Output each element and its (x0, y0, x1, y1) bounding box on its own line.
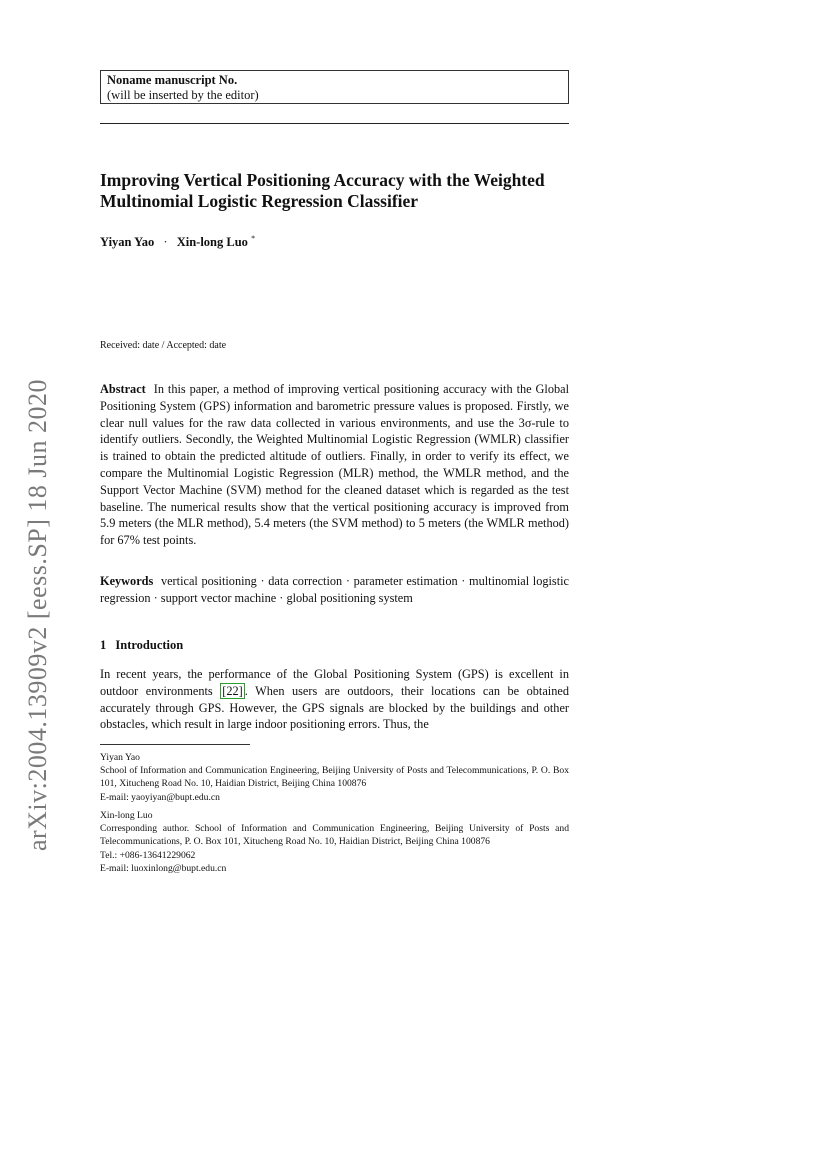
abstract (100, 381, 569, 549)
footnote-author-1 (100, 751, 569, 804)
author-separator: · (163, 235, 168, 250)
footnote-rule (100, 744, 250, 745)
section-title-text: Introduction (115, 638, 184, 652)
manuscript-header-box (100, 70, 569, 104)
section-number: 1 (100, 638, 107, 652)
footnote-email: E-mail: luoxinlong@bupt.edu.cn (100, 862, 227, 874)
keywords-label: Keywords (100, 574, 154, 588)
author-list (100, 234, 569, 250)
footnote-tel: Tel.: +086-13641229062 (100, 849, 196, 861)
author-yiyan-yao: Yiyan Yao (100, 235, 155, 250)
header-rule (100, 123, 569, 124)
abstract-label: Abstract (100, 382, 146, 396)
citation-link[interactable]: [22] (222, 683, 243, 698)
intro-text-rest: . When users are outdoors, their locations can be obtained accurately through GPS. However, the GPS signals are blocked by the buildings and other obstacles, which result in large indoor positioning errors. Thus, the (100, 683, 569, 732)
intro-text-start: In recent years, the performance of the Global Positioning System (GPS) is excellent in outdoor environments (100, 667, 569, 698)
author-xinlong-luo: Xin-long Luo (176, 235, 248, 250)
arxiv-identifier-text: arXiv:2004.13909v2 [eess.SP] 18 Jun 2020 (23, 378, 52, 852)
keywords (100, 573, 569, 607)
paper-title: Improving Vertical Positioning Accuracy with the Weighted Multinomial Logistic Regression Classifier (100, 170, 545, 211)
keywords-text: vertical positioning · data correction · parameter estimation · multinomial logistic regression · support vector machine · global positioning system (100, 574, 569, 605)
footnote-affiliation: Corresponding author. School of Information and Communication Engineering, Beijing University of Posts and Telecommunications, P. O. Box 101, Xitucheng Road No. 10, Haidian District, Beijing China 100876 (100, 823, 569, 848)
footnote-author-2 (100, 809, 569, 875)
editor-note: (will be inserted by the editor) (107, 88, 259, 102)
footnote-name: Xin-long Luo (100, 810, 153, 821)
footnote-email: E-mail: yaoyiyan@bupt.edu.cn (100, 791, 220, 803)
introduction-paragraph (100, 666, 569, 733)
received-date: Received: date / Accepted: date (100, 340, 227, 351)
abstract-text: In this paper, a method of improving vertical positioning accuracy with the Global Positioning System (GPS) information and barometric pressure values is proposed. Firstly, we clear null values for the raw data collected in various environments, and use the 3σ-rule to identify outliers. Secondly, the Weighted Multinomial Logistic Regression (WMLR) classifier is trained to obtain the predicted altitude of outliers. Finally, in order to verify its effect, we compare the Multinomial Logistic Regression (MLR) method, the WMLR method, and the Support Vector Machine (SVM) method for the cleaned dataset which is regarded as the test baseline. The numerical results show that the vertical positioning accuracy is improved from 5.9 meters (the MLR method), 5.4 meters (the SVM method) to 5 meters (the WMLR method) for 67% test points. (100, 382, 570, 548)
arxiv-identifier (22, 360, 54, 870)
section-heading (100, 638, 569, 653)
footnote-name: Yiyan Yao (100, 752, 140, 763)
manuscript-number-label: Noname manuscript No. (107, 73, 238, 87)
footnote-affiliation: School of Information and Communication Engineering, Beijing University of Posts and Telecommunications, P. O. Box 101, Xitucheng Road No. 10, Haidian District, Beijing China 100876 (100, 765, 569, 790)
corresponding-author-mark: * (251, 234, 256, 243)
